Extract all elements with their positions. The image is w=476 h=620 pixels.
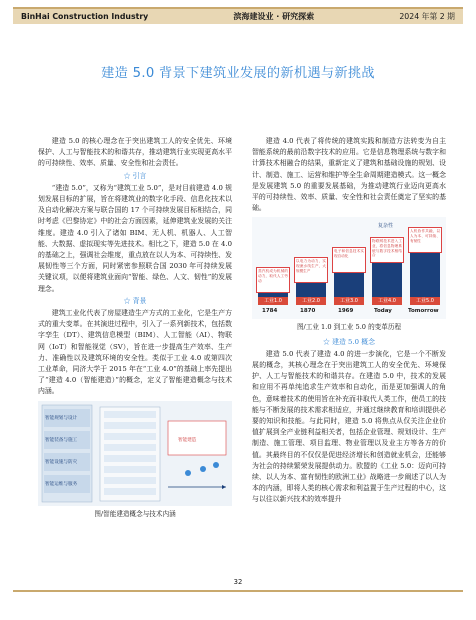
fig2-label-planning: 智能规划与设计 <box>45 415 78 421</box>
stage-label-5: 工业5.0 <box>410 297 440 305</box>
concept-paragraph: 建造 5.0 代表了建造 4.0 的进一步演化，它是一个不断发展的概念，其核心理念在于突出建筑工人的安全优先、环境保护、人工与智能技术的和谐共存。在建造 5.0 中，技术的发展和应用不再单纯追求生产效率和自动化，而是更加强调人的角色，意味着技术的使用旨在补充而非取代人类工作，使员工的技能与不断发展的技术需求相适应，并通过继续教育和培训提供必要的知识和技能。与此同时，建造 5.0 将焦点从仅关注企业价值扩展到全产业链利益相关者，包括企业管理、规划设计、生产制造、施工管理、项目监理、物业管理以及业主方等各方的价值。其最终目的不仅仅是促进经济增长和创造就业机会，还能够为社会的持续繁荣发展提供动力。欧盟的《工业 5.0：迈向可持续、以人为本、富有韧性的欧洲工业》战略进一步阐述了以人为本的内涵，即将人类的核心需求和利益置于生产过程的中心，这与以往以新兴技术的效率提升 <box>252 349 446 504</box>
right-column <box>252 136 446 506</box>
intro-paragraph: “建造 5.0”，又称为“建筑工业 5.0”，是对目前建造 4.0 规划发展目标的扩展，旨在将建筑业的数字化手段、信息化技术以及自动化解决方案与联合国的 17 个可持续发展目标相结合，同时考虑《巴黎协定》中的社会方面因素，延伸建筑业发展的关注维度。建造 4.0 引入了诸如 BIM、无人机、机器人、人工智能、大数据、虚拟现实等先进技术。相比之下，建造 5.0 在 4.0 的基础之上，强调社会维度，重点放在以人为本、可持续性、发展韧性等三个方面，同时紧密参照联合国 2030 年可持续发展关键议项，以便将建筑业面向“智能、绿色、人文、韧性”的发展理念。 <box>38 183 232 293</box>
article-title: 建造 5.0 背景下建筑业发展的新机遇与新挑战 <box>101 66 375 81</box>
left-column <box>38 136 232 523</box>
abstract-paragraph: 建造 5.0 的核心理念在于突出建筑工人的安全优先、环境保护、人工与智能技术的和谐共存，推动建筑行业实现更高水平的可持续性、效率、质量、安全性和社会责任。 <box>38 137 232 168</box>
evolution-box-3: 电子和信息技术实现自动化 <box>332 247 366 273</box>
journal-header <box>13 7 463 24</box>
year-label-2: 1870 <box>300 308 316 315</box>
section-heading-concept: ☆ 建造 5.0 概念 <box>323 337 375 346</box>
page-number: 32 <box>233 578 243 586</box>
journal-name-en: BinHai Construction Industry <box>21 12 149 21</box>
year-label-1: 1784 <box>262 308 278 315</box>
stage-label-1: 工业1.0 <box>258 297 288 305</box>
year-label-4: Today <box>374 308 392 315</box>
fig2-label-core: 智能建造 <box>178 437 197 443</box>
background-paragraph: 建筑工业化代表了房屋建造生产方式的工业化，它是生产方式的重大变革。在其演进过程中，引入了一系列新技术，包括数字孪生（DT）、建筑信息模型（BIM）、人工智能（AI）、物联网（IoT）和智能视觉（SV），旨在进一步提高生产效率、生产力、准确性以及建筑环境的安全性。类似于工业 4.0 或第四次工业革命，同济大学于 2015 年在“工业 4.0”的基础上率先提出了“建造 4.0（智能建造）”的概念，定义了智能建造概念与技术内涵。 <box>38 309 232 396</box>
fig2-label-equipment: 智能装备与施工 <box>45 437 78 443</box>
figure-caption-smart-construction: 图/智能建造概念与技术内涵 <box>94 509 176 518</box>
evolution-box-2: 以电力为动力，实现流水线生产，大规模生产 <box>294 257 328 283</box>
construction-4-paragraph: 建造 4.0 代表了将传统的建筑实践和制造方法转变为自主智能系统的最前沿数字技术的应用。它是信息物理系统与数字和计算技术相融合的结果，重新定义了建筑和基础设施的规划、设计、制造、施工、运营和维护等全生命周期建造模式。这一概念是发展建筑 5.0 的重要发展基础，为推动建筑行业迈向更高水平的可持续性、效率、质量、安全性和社会责任奠定了坚实的基础。 <box>252 137 446 213</box>
stage-label-4: 工业4.0 <box>372 297 402 305</box>
issue-number: 2024 年第 2 期 <box>399 12 455 21</box>
figure-industry-evolution <box>252 217 446 319</box>
fig2-label-facility: 智能设施与防灾 <box>45 459 78 465</box>
figure-caption-industry-evolution: 图/工业 1.0 到工业 5.0 的变革历程 <box>296 323 402 332</box>
section-heading-background: ☆ 背景 <box>123 296 147 305</box>
complexity-label: 复杂性 <box>378 223 394 230</box>
section-heading-intro: ☆ 引言 <box>123 171 147 180</box>
evolution-box-4: 物联网技术进入工业，将信息物理系统与数字技术相结合 <box>370 237 404 263</box>
stage-label-2: 工业2.0 <box>296 297 326 305</box>
evolution-box-5: 人机协作共融，以人为本、可持续、有韧性 <box>408 227 442 253</box>
year-label-3: 1969 <box>338 308 354 315</box>
year-label-5: Tomorrow <box>408 308 439 315</box>
evolution-box-1: 蒸汽机成为机械的动力，取代人工劳动 <box>256 267 290 293</box>
figure-smart-construction <box>38 401 232 506</box>
stage-label-3: 工业3.0 <box>334 297 364 305</box>
footer-rule <box>13 590 463 592</box>
fig2-label-operation: 智能运维与服务 <box>45 481 78 487</box>
journal-section: 滨海建设业 · 研究探索 <box>233 12 315 21</box>
